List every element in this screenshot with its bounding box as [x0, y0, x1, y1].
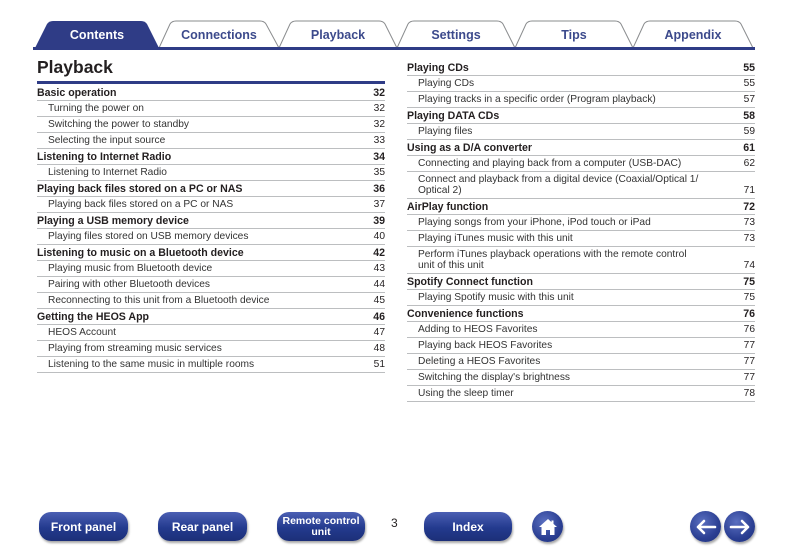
toc-label: Playing CDs — [418, 77, 475, 89]
toc-label: Listening to the same music in multiple rooms — [48, 358, 255, 370]
toc-label: Listening to Internet Radio — [37, 150, 172, 163]
toc-heading[interactable] — [37, 309, 385, 325]
toc-label: Selecting the input source — [48, 134, 166, 146]
toc-page: 48 — [373, 342, 385, 354]
toc-label: Connect and playback from a digital device (Coaxial/Optical 1/ Optical 2) — [418, 173, 699, 196]
toc-item[interactable] — [407, 124, 755, 140]
toc-page: 32 — [373, 118, 385, 130]
toc-label: Using as a D/A converter — [407, 141, 533, 154]
toc-heading[interactable] — [37, 85, 385, 101]
next-page-button[interactable] — [724, 511, 755, 542]
toc-page: 37 — [373, 198, 385, 210]
toc-label: Playing iTunes music with this unit — [418, 232, 573, 244]
toc-label: Perform iTunes playback operations with the remote control unit of this unit — [418, 248, 687, 271]
toc-label: HEOS Account — [48, 326, 116, 338]
toc-label: Switching the display's brightness — [418, 371, 571, 383]
toc-label: Basic operation — [37, 86, 117, 99]
toc-page: 44 — [373, 278, 385, 290]
toc-item[interactable] — [37, 325, 385, 341]
toc-heading[interactable] — [407, 140, 755, 156]
toc-heading[interactable] — [407, 199, 755, 215]
toc-page: 61 — [743, 141, 755, 154]
toc-label: Reconnecting to this unit from a Bluetooth device — [48, 294, 270, 306]
toc-heading[interactable] — [407, 108, 755, 124]
toc-label: Playing tracks in a specific order (Program playback) — [418, 93, 656, 105]
toc-page: 76 — [743, 323, 755, 335]
toc-label: Playing a USB memory device — [37, 214, 189, 227]
toc-item[interactable] — [37, 341, 385, 357]
toc-page: 36 — [373, 182, 385, 195]
toc-page: 74 — [743, 260, 755, 271]
remote-label-line1: Remote control — [282, 514, 360, 527]
remote-label-line2: unit — [311, 525, 331, 538]
toc-page: 39 — [373, 214, 385, 227]
toc-left-column — [37, 85, 385, 373]
toc-item[interactable] — [407, 338, 755, 354]
home-button[interactable] — [532, 511, 563, 542]
home-icon — [538, 518, 558, 536]
toc-item[interactable] — [407, 386, 755, 402]
toc-heading[interactable] — [37, 181, 385, 197]
toc-item[interactable] — [37, 229, 385, 245]
toc-item[interactable] — [37, 165, 385, 181]
toc-label: Playing back HEOS Favorites — [418, 339, 553, 351]
index-button[interactable]: Index — [424, 512, 512, 541]
toc-page: 32 — [373, 102, 385, 114]
toc-label: Playing from streaming music services — [48, 342, 222, 354]
title-rule — [37, 81, 385, 84]
toc-heading[interactable] — [407, 60, 755, 76]
previous-page-button[interactable] — [690, 511, 721, 542]
toc-page: 47 — [373, 326, 385, 338]
toc-item[interactable] — [407, 92, 755, 108]
toc-page: 58 — [743, 109, 755, 122]
toc-item[interactable] — [407, 172, 755, 199]
toc-label: Deleting a HEOS Favorites — [418, 355, 541, 367]
toc-page: 42 — [373, 246, 385, 259]
toc-page: 57 — [743, 93, 755, 105]
tab-settings[interactable]: Settings — [431, 27, 481, 42]
toc-item[interactable] — [407, 156, 755, 172]
toc-label: Playing CDs — [407, 61, 469, 74]
toc-item[interactable] — [407, 231, 755, 247]
toc-label: AirPlay function — [407, 200, 489, 213]
tab-bar — [33, 20, 755, 50]
arrow-left-icon — [695, 519, 717, 535]
toc-item[interactable] — [407, 322, 755, 338]
toc-page: 71 — [743, 185, 755, 196]
toc-label: Playing DATA CDs — [407, 109, 500, 122]
toc-heading[interactable] — [37, 213, 385, 229]
toc-item[interactable] — [37, 101, 385, 117]
toc-page: 76 — [743, 307, 755, 320]
toc-right-column — [407, 60, 755, 402]
toc-item[interactable] — [37, 357, 385, 373]
toc-label: Playing back files stored on a PC or NAS — [37, 182, 243, 195]
toc-heading[interactable] — [37, 245, 385, 261]
toc-page: 73 — [743, 216, 755, 228]
toc-heading[interactable] — [37, 149, 385, 165]
toc-page: 34 — [373, 150, 385, 163]
tab-connections[interactable]: Connections — [181, 27, 257, 42]
rear-panel-button[interactable]: Rear panel — [158, 512, 247, 541]
toc-label: Convenience functions — [407, 307, 524, 320]
toc-page: 72 — [743, 200, 755, 213]
toc-label: Switching the power to standby — [48, 118, 190, 130]
tab-appendix[interactable]: Appendix — [664, 27, 722, 42]
toc-page: 33 — [373, 134, 385, 146]
toc-label: Adding to HEOS Favorites — [418, 323, 538, 335]
toc-item[interactable] — [37, 293, 385, 309]
toc-page: 77 — [743, 339, 755, 351]
toc-page: 46 — [373, 310, 385, 323]
toc-page: 62 — [743, 157, 755, 169]
toc-label: Playing files — [418, 125, 473, 137]
toc-label: Listening to music on a Bluetooth device — [37, 246, 244, 259]
toc-page: 40 — [373, 230, 385, 242]
toc-page: 77 — [743, 355, 755, 367]
toc-page: 55 — [743, 61, 755, 74]
front-panel-button[interactable]: Front panel — [39, 512, 128, 541]
page-number: 3 — [391, 516, 398, 530]
toc-page: 75 — [743, 275, 755, 288]
toc-page: 43 — [373, 262, 385, 274]
toc-heading[interactable] — [407, 306, 755, 322]
toc-label: Connecting and playing back from a computer (USB-DAC) — [418, 157, 682, 169]
toc-item[interactable] — [37, 261, 385, 277]
toc-page: 55 — [743, 77, 755, 89]
tab-tips[interactable]: Tips — [561, 27, 587, 42]
toc-label: Turning the power on — [48, 102, 144, 114]
toc-page: 77 — [743, 371, 755, 383]
toc-page: 73 — [743, 232, 755, 244]
toc-item[interactable] — [407, 370, 755, 386]
page-title: Playback — [37, 57, 113, 77]
toc-label: Pairing with other Bluetooth devices — [48, 278, 210, 290]
arrow-right-icon — [729, 519, 751, 535]
toc-item[interactable] — [407, 247, 755, 274]
toc-item[interactable] — [37, 197, 385, 213]
toc-label: Playing Spotify music with this unit — [418, 291, 574, 303]
toc-item[interactable] — [407, 354, 755, 370]
toc-label: Playing music from Bluetooth device — [48, 262, 213, 274]
toc-item[interactable] — [37, 277, 385, 293]
toc-page: 75 — [743, 291, 755, 303]
toc-item[interactable] — [407, 215, 755, 231]
toc-page: 78 — [743, 387, 755, 399]
toc-item[interactable] — [37, 133, 385, 149]
toc-label: Listening to Internet Radio — [48, 166, 167, 178]
toc-label: Playing files stored on USB memory devices — [48, 230, 249, 242]
toc-label: Getting the HEOS App — [37, 310, 150, 323]
toc-page: 35 — [373, 166, 385, 178]
toc-heading[interactable] — [407, 274, 755, 290]
toc-page: 32 — [373, 86, 385, 99]
toc-label: Using the sleep timer — [418, 387, 514, 399]
toc-label: Playing back files stored on a PC or NAS — [48, 198, 234, 210]
tab-underline — [33, 47, 755, 50]
toc-item[interactable] — [37, 117, 385, 133]
toc-item[interactable] — [407, 76, 755, 92]
remote-control-unit-button[interactable] — [277, 512, 365, 541]
toc-item[interactable] — [407, 290, 755, 306]
tab-contents[interactable]: Contents — [69, 27, 125, 42]
toc-page: 45 — [373, 294, 385, 306]
toc-label: Spotify Connect function — [407, 275, 533, 288]
toc-page: 51 — [373, 358, 385, 370]
toc-label: Playing songs from your iPhone, iPod touch or iPad — [418, 216, 651, 228]
toc-page: 59 — [743, 125, 755, 137]
tab-playback[interactable]: Playback — [310, 27, 366, 42]
